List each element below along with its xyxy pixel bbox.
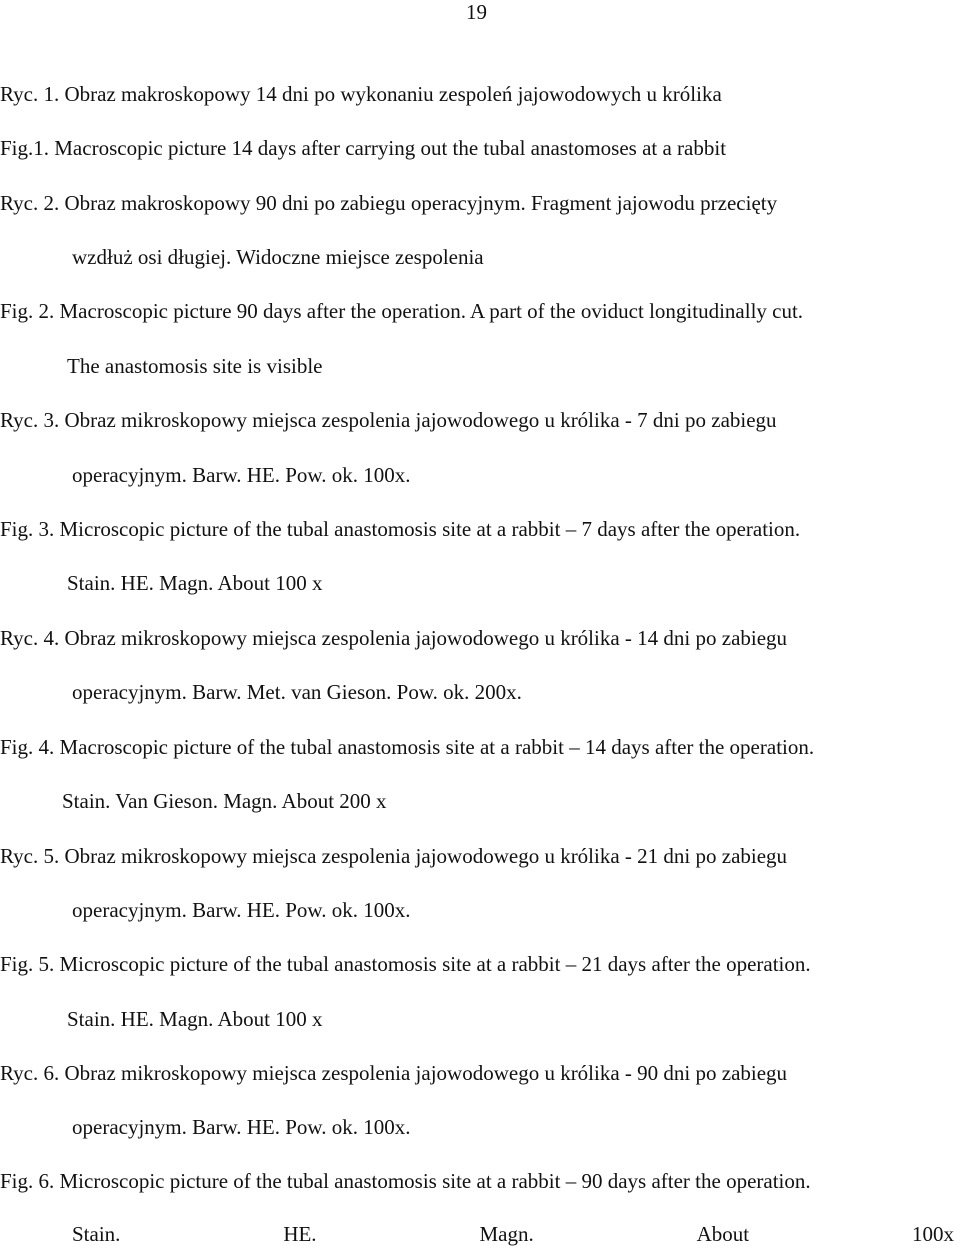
caption-ryc-2: Ryc. 2. Obraz makroskopowy 90 dni po zabiegu operacyjnym. Fragment jajowodu przecięty — [0, 191, 778, 215]
caption-word: Stain. — [72, 1222, 121, 1246]
caption-fig-1: Fig.1. Macroscopic picture 14 days after carrying out the tubal anastomoses at a rabbit — [0, 136, 727, 160]
caption-ryc-3-cont: operacyjnym. Barw. HE. Pow. ok. 100x. — [72, 463, 411, 487]
caption-ryc-6: Ryc. 6. Obraz mikroskopowy miejsca zespolenia jajowodowego u królika - 90 dni po zabiegu — [0, 1061, 788, 1085]
page-number: 19 — [466, 0, 487, 24]
caption-fig-5-cont: Stain. HE. Magn. About 100 x — [67, 1007, 323, 1031]
caption-fig-6-cont — [72, 1224, 954, 1245]
caption-word: 100x — [911, 1222, 954, 1246]
caption-ryc-4-cont: operacyjnym. Barw. Met. van Gieson. Pow. ok. 200x. — [72, 680, 522, 704]
caption-word: HE. — [283, 1222, 317, 1246]
caption-fig-2: Fig. 2. Macroscopic picture 90 days after the operation. A part of the oviduct longitudinally cut. — [0, 299, 804, 323]
caption-ryc-6-cont: operacyjnym. Barw. HE. Pow. ok. 100x. — [72, 1115, 411, 1139]
caption-ryc-5: Ryc. 5. Obraz mikroskopowy miejsca zespolenia jajowodowego u królika - 21 dni po zabiegu — [0, 844, 788, 868]
caption-ryc-1: Ryc. 1. Obraz makroskopowy 14 dni po wykonaniu zespoleń jajowodowych u królika — [0, 82, 722, 106]
caption-ryc-2-cont: wzdłuż osi długiej. Widoczne miejsce zespolenia — [72, 245, 484, 269]
caption-fig-2-cont: The anastomosis site is visible — [67, 354, 323, 378]
caption-fig-6: Fig. 6. Microscopic picture of the tubal anastomosis site at a rabbit – 90 days after the operation. — [0, 1169, 811, 1193]
caption-ryc-4: Ryc. 4. Obraz mikroskopowy miejsca zespolenia jajowodowego u królika - 14 dni po zabiegu — [0, 626, 788, 650]
caption-word: Magn. — [479, 1222, 534, 1246]
caption-ryc-5-cont: operacyjnym. Barw. HE. Pow. ok. 100x. — [72, 898, 411, 922]
caption-fig-5: Fig. 5. Microscopic picture of the tubal anastomosis site at a rabbit – 21 days after the operation. — [0, 952, 811, 976]
caption-word: About — [696, 1222, 750, 1246]
caption-ryc-3: Ryc. 3. Obraz mikroskopowy miejsca zespolenia jajowodowego u królika - 7 dni po zabiegu — [0, 408, 777, 432]
caption-fig-4: Fig. 4. Macroscopic picture of the tubal anastomosis site at a rabbit – 14 days after the operation. — [0, 735, 815, 759]
caption-fig-3-cont: Stain. HE. Magn. About 100 x — [67, 571, 323, 595]
caption-fig-3: Fig. 3. Microscopic picture of the tubal anastomosis site at a rabbit – 7 days after the operation. — [0, 517, 801, 541]
caption-fig-4-cont: Stain. Van Gieson. Magn. About 200 x — [62, 789, 387, 813]
